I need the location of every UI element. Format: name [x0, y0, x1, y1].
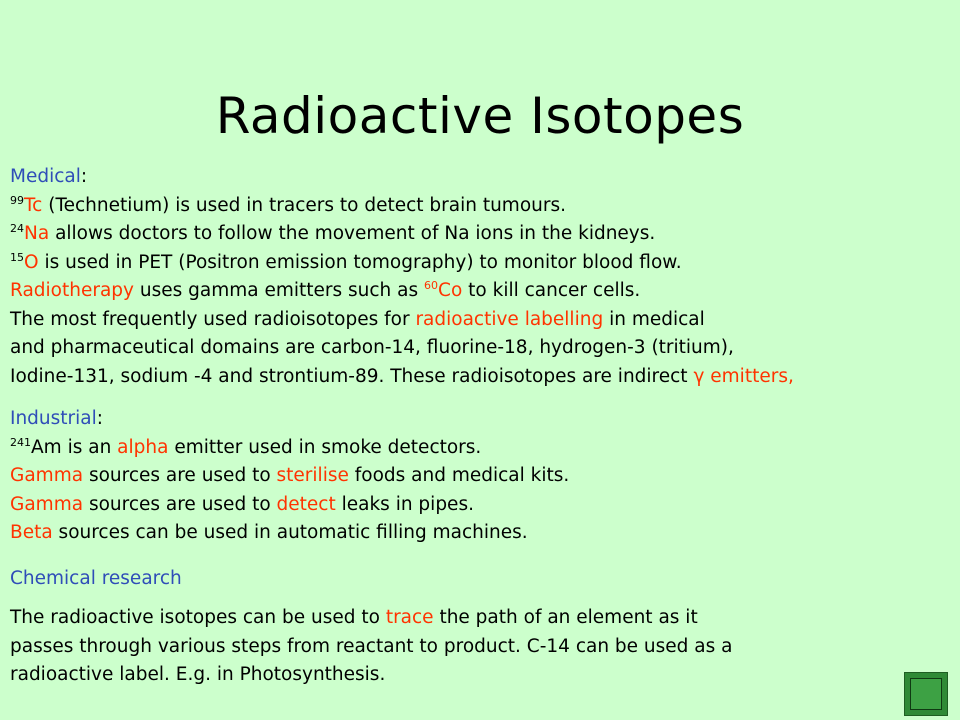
chemical-line-2: passes through various steps from reactant to product. C-14 can be used as a [10, 635, 733, 657]
industrial-line-4: Beta sources can be used in automatic filling machines. [10, 522, 528, 543]
medical-line-3: $^{15}$O is used in PET (Positron emission tomography) to monitor blood flow. [10, 250, 682, 273]
chemical-header: Chemical research [10, 568, 182, 589]
chemical-line-3: radioactive label. E.g. in Photosynthesis. [10, 664, 386, 685]
medical-line-2: $^{24}$Na allows doctors to follow the movement of Na ions in the kidneys. [10, 221, 656, 244]
chemical-section-header [10, 565, 960, 594]
page-title: Radioactive Isotopes [215, 87, 745, 145]
medical-line-4: Radiotherapy uses gamma emitters such as $^{60}$Co to kill cancer cells. [10, 278, 641, 301]
medical-header: Medical: [10, 166, 88, 187]
chemical-line-1: The radioactive isotopes can be used to trace the path of an element as it [10, 607, 698, 628]
industrial-line-1: $^{241}$Am is an alpha emitter used in smoke detectors. [10, 435, 482, 458]
medical-line-7: Iodine-131, sodium -4 and strontium-89. These radioisotopes are indirect γ emitters, [10, 365, 794, 387]
slide-nav-button-icon [910, 678, 942, 710]
medical-line-6: and pharmaceutical domains are carbon-14, fluorine-18, hydrogen-3 (tritium), [10, 337, 734, 358]
industrial-line-3: Gamma sources are used to detect leaks in pipes. [10, 493, 474, 515]
industrial-line-2: Gamma sources are used to sterilise foods and medical kits. [10, 465, 570, 486]
medical-line-5: The most frequently used radioisotopes for radioactive labelling in medical [10, 308, 705, 330]
slide-nav-button[interactable] [904, 672, 948, 716]
industrial-header: Industrial: [10, 408, 103, 429]
medical-section [10, 163, 960, 391]
medical-line-1: $^{99}$Tc (Technetium) is used in tracers to detect brain tumours. [10, 193, 566, 216]
chemical-section [10, 604, 960, 690]
industrial-section [10, 405, 960, 548]
